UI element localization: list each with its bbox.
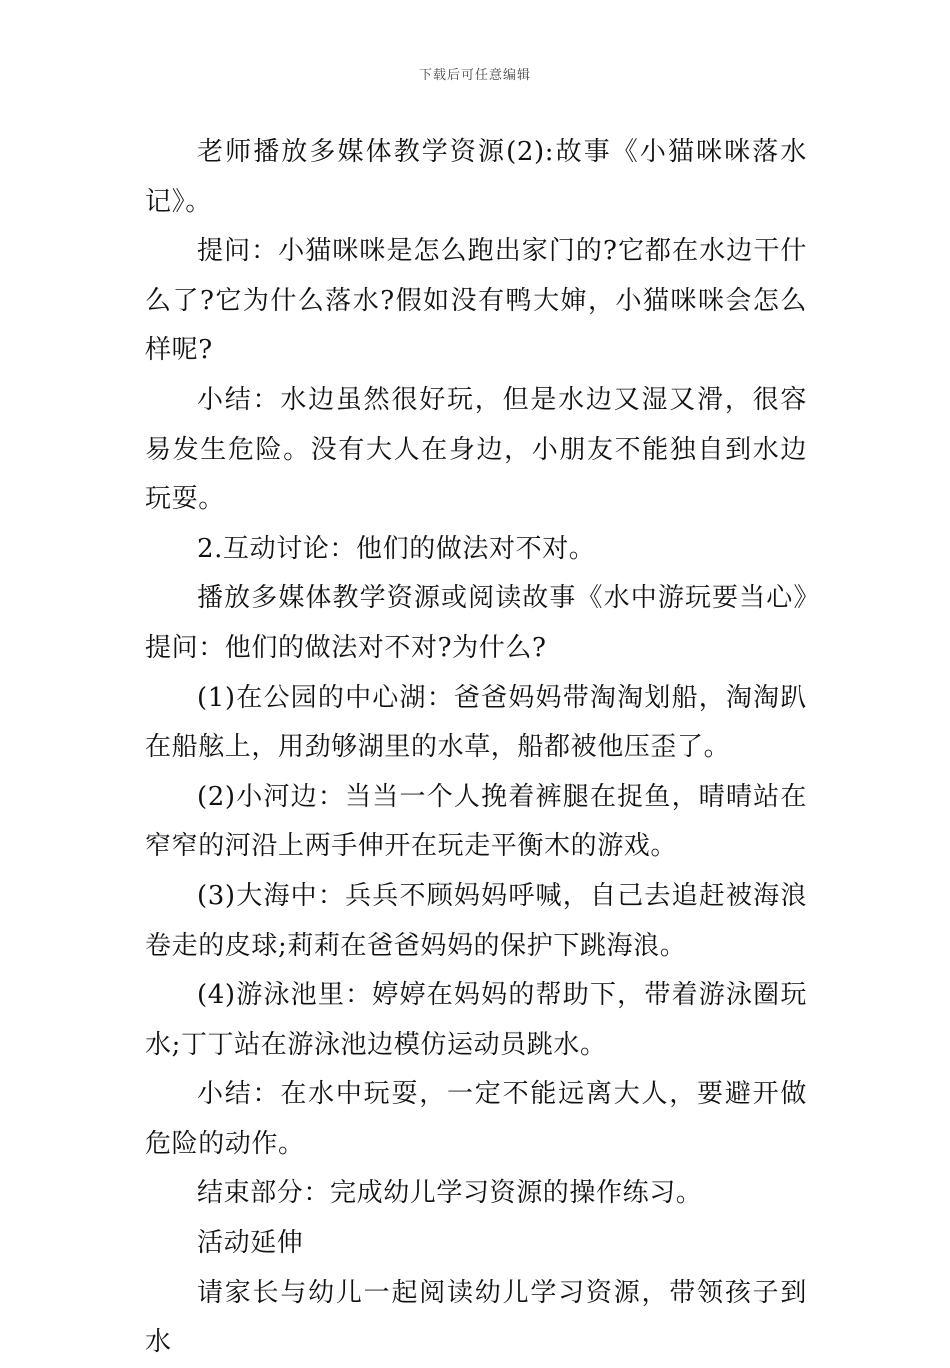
paragraph-summary-1: 小结：水边虽然很好玩，但是水边又湿又滑，很容易发生危险。没有大人在身边，小朋友不能独自到水边玩耍。 xyxy=(145,384,807,515)
paragraph-discussion-heading: 2.互动讨论：他们的做法对不对。 xyxy=(197,533,596,564)
paragraph-ending: 结束部分：完成幼儿学习资源的操作练习。 xyxy=(197,1178,703,1209)
paragraph-questions: 提问：小猫咪咪是怎么跑出家门的?它都在水边干什么了?它为什么落水?假如没有鸭大婶，小猫咪咪会怎么样呢? xyxy=(145,236,807,366)
paragraph-discussion-intro: 播放多媒体教学资源或阅读故事《水中游玩要当心》提问：他们的做法对不对?为什么? xyxy=(145,583,807,663)
paragraph-summary-2: 小结：在水中玩耍，一定不能远离大人，要避开做危险的动作。 xyxy=(145,1079,807,1159)
paragraph-case-3: (3)大海中：兵兵不顾妈妈呼喊，自己去追赶被海浪卷走的皮球;莉莉在爸爸妈妈的保护下跳海浪。 xyxy=(145,880,807,961)
page-header: 下载后可任意编辑 xyxy=(418,68,531,83)
paragraph-case-1: (1)在公园的中心湖：爸爸妈妈带淘淘划船，淘淘趴在船舷上，用劲够湖里的水草，船都被他压歪了。 xyxy=(145,682,807,763)
paragraph-case-2: (2)小河边：当当一个人挽着裤腿在捉鱼，晴晴站在窄窄的河沿上两手伸开在玩走平衡木的游戏。 xyxy=(145,781,807,862)
paragraph-story-intro: 老师播放多媒体教学资源(2):故事《小猫咪咪落水记》。 xyxy=(145,137,807,217)
paragraph-extension-heading: 活动延伸 xyxy=(197,1228,304,1259)
paragraph-case-4: (4)游泳池里：婷婷在妈妈的帮助下，带着游泳圈玩水;丁丁站在游泳池边模仿运动员跳水。 xyxy=(145,980,807,1060)
document-body xyxy=(145,128,807,1368)
paragraph-extension-text: 请家长与幼儿一起阅读幼儿学习资源，带领孩子到水 xyxy=(145,1277,807,1358)
